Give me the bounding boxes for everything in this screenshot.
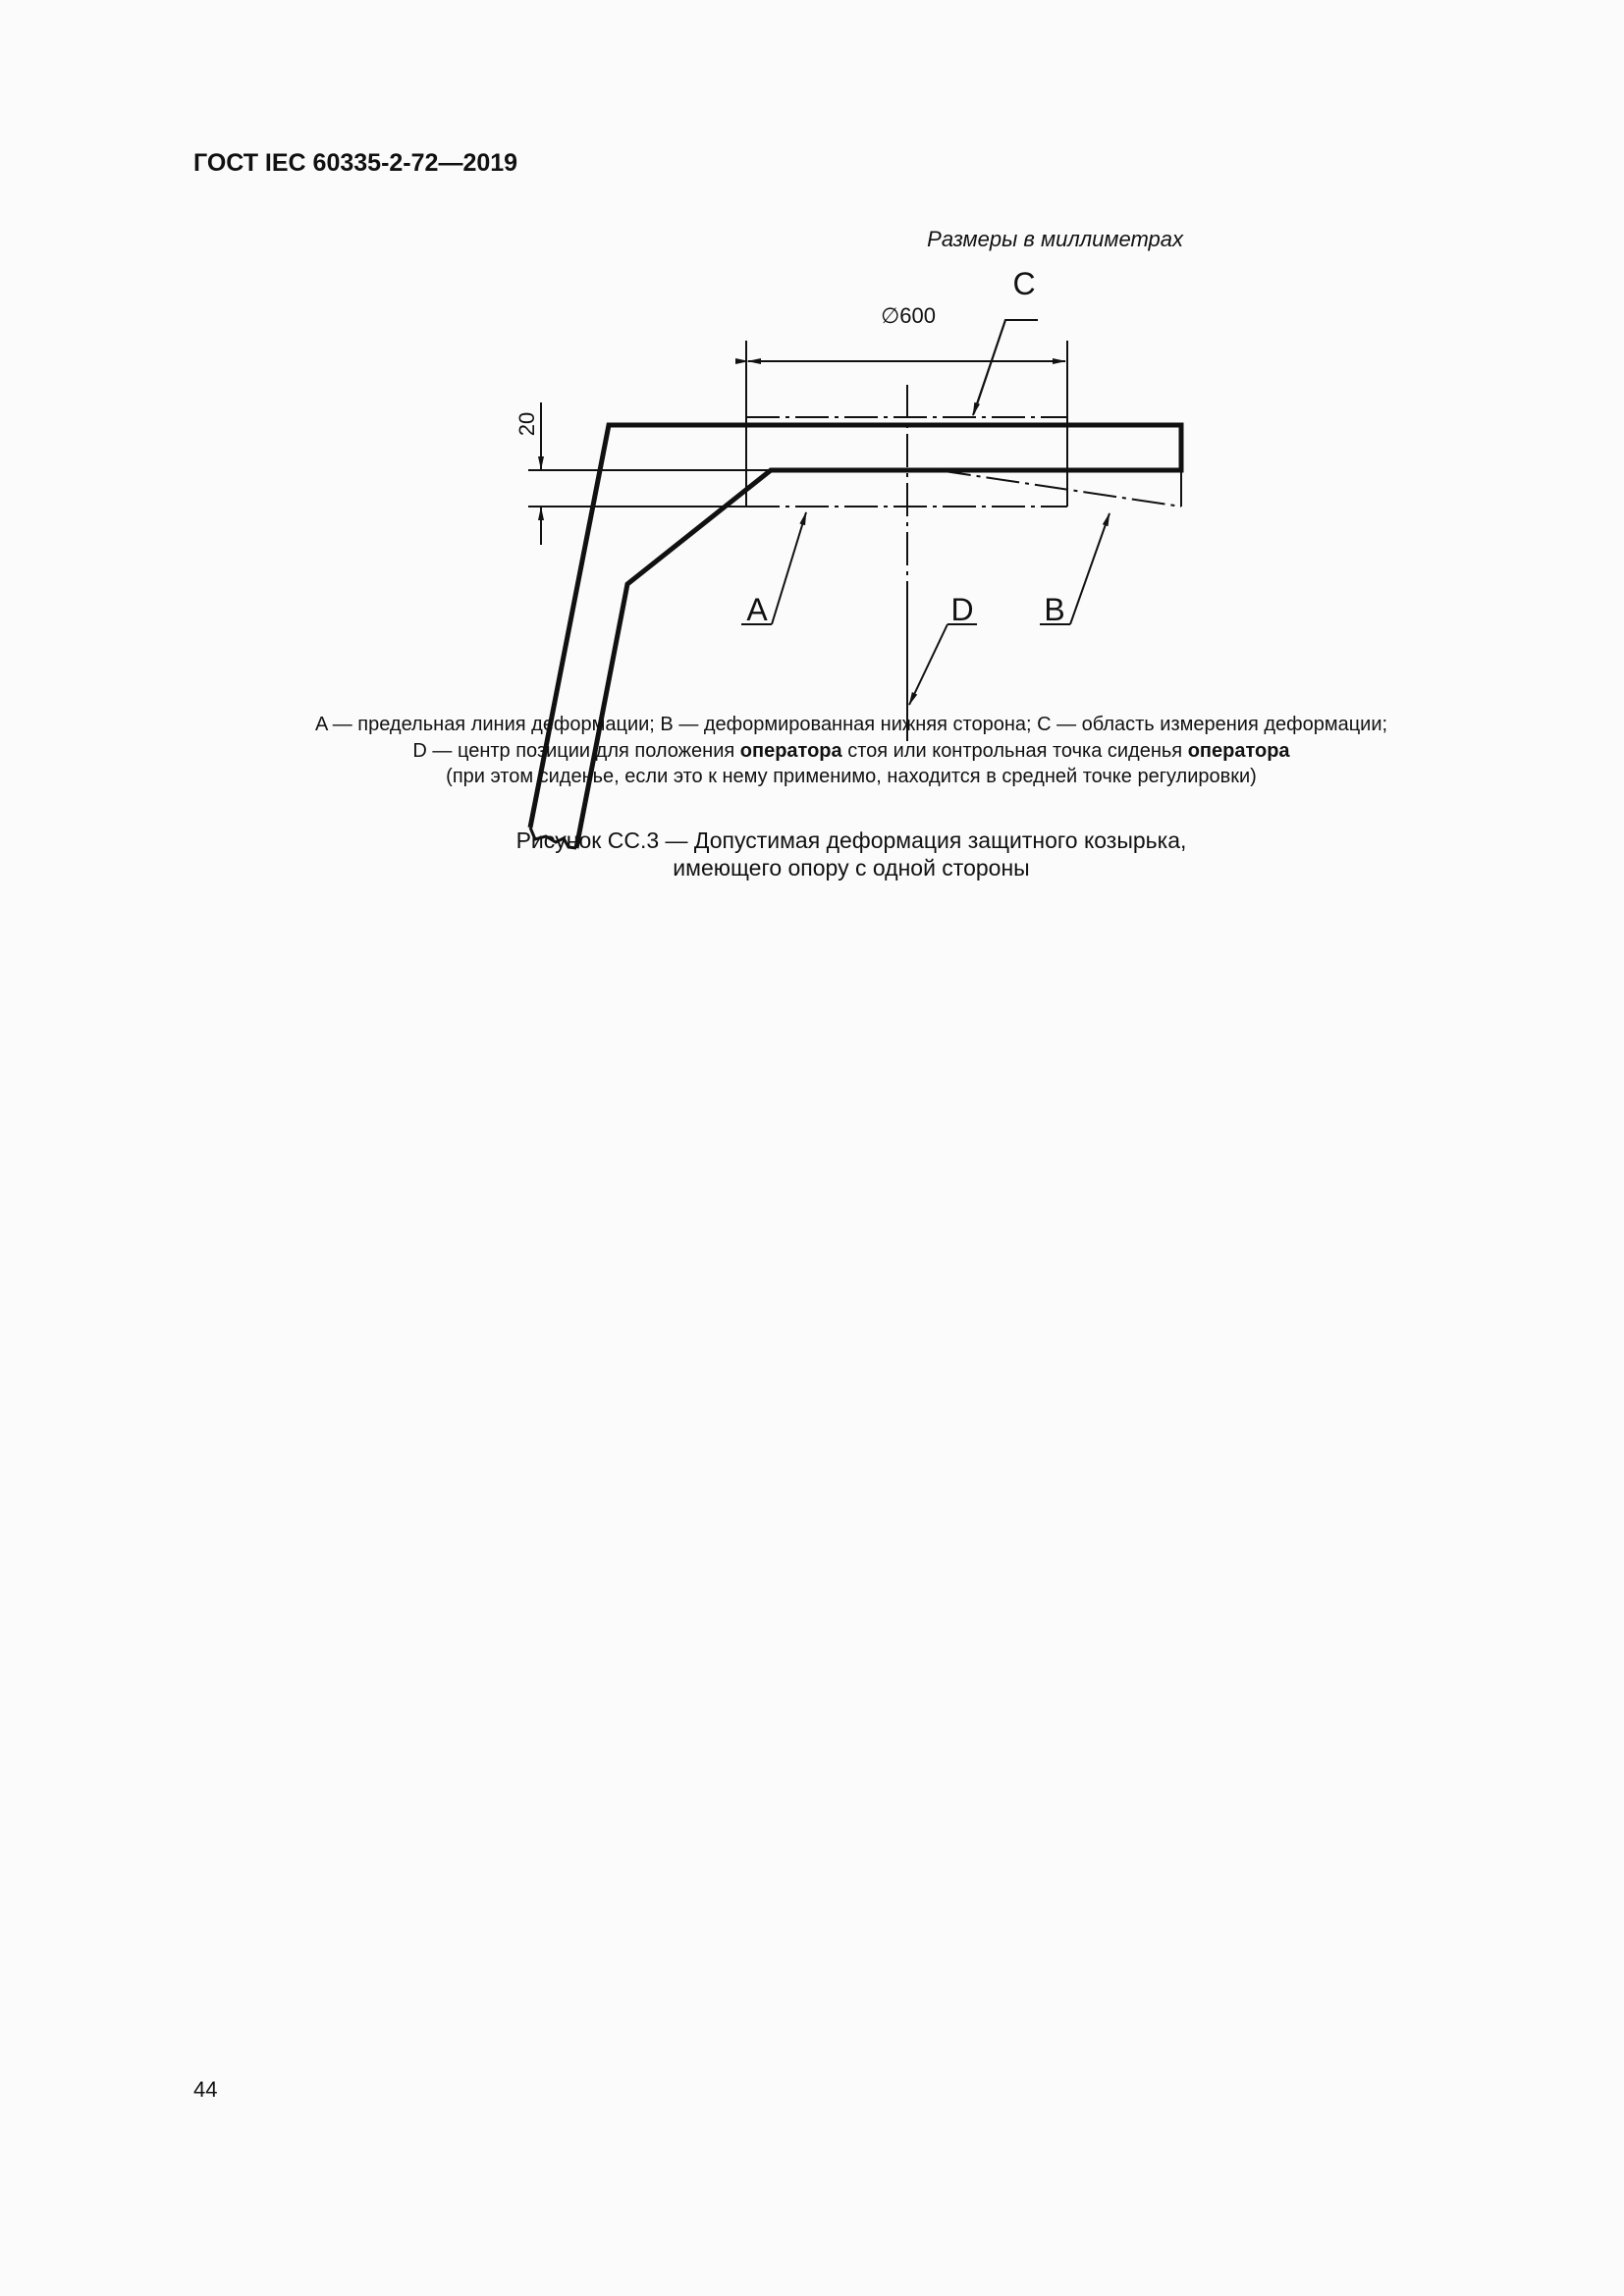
label-a: A bbox=[746, 592, 768, 627]
units-note: Размеры в миллиметрах bbox=[927, 227, 1183, 251]
figure-caption-line-2: имеющего опору с одной стороны bbox=[673, 855, 1030, 881]
legend-text: D — центр позиции для положения bbox=[412, 740, 740, 762]
legend-line-2 bbox=[0, 740, 1624, 763]
height-label: 20 bbox=[514, 411, 539, 437]
deformed-side-b bbox=[938, 470, 1181, 507]
diameter-label: ∅600 bbox=[881, 303, 936, 328]
legend-line-1: A — предельная линия деформации; B — деформированная нижняя сторона; C — область измерения деформации; bbox=[314, 714, 1388, 735]
label-b: B bbox=[1044, 592, 1065, 627]
label-c: C bbox=[1012, 266, 1036, 301]
figure-caption-line-1: Рисунок CC.3 — Допустимая деформация защитного козырька, bbox=[515, 828, 1187, 853]
legend-line-3: (при этом сиденье, если это к нему применимо, находится в средней точке регулировки) bbox=[446, 766, 1257, 787]
label-d: D bbox=[950, 592, 974, 627]
legend-bold-term: оператора bbox=[739, 740, 842, 762]
legend-text: стоя или контрольная точка сиденья bbox=[841, 740, 1188, 762]
document-header: ГОСТ IEC 60335-2-72—2019 bbox=[193, 149, 518, 177]
legend-bold-term: оператора bbox=[1187, 740, 1290, 762]
page-number: 44 bbox=[193, 2077, 218, 2102]
